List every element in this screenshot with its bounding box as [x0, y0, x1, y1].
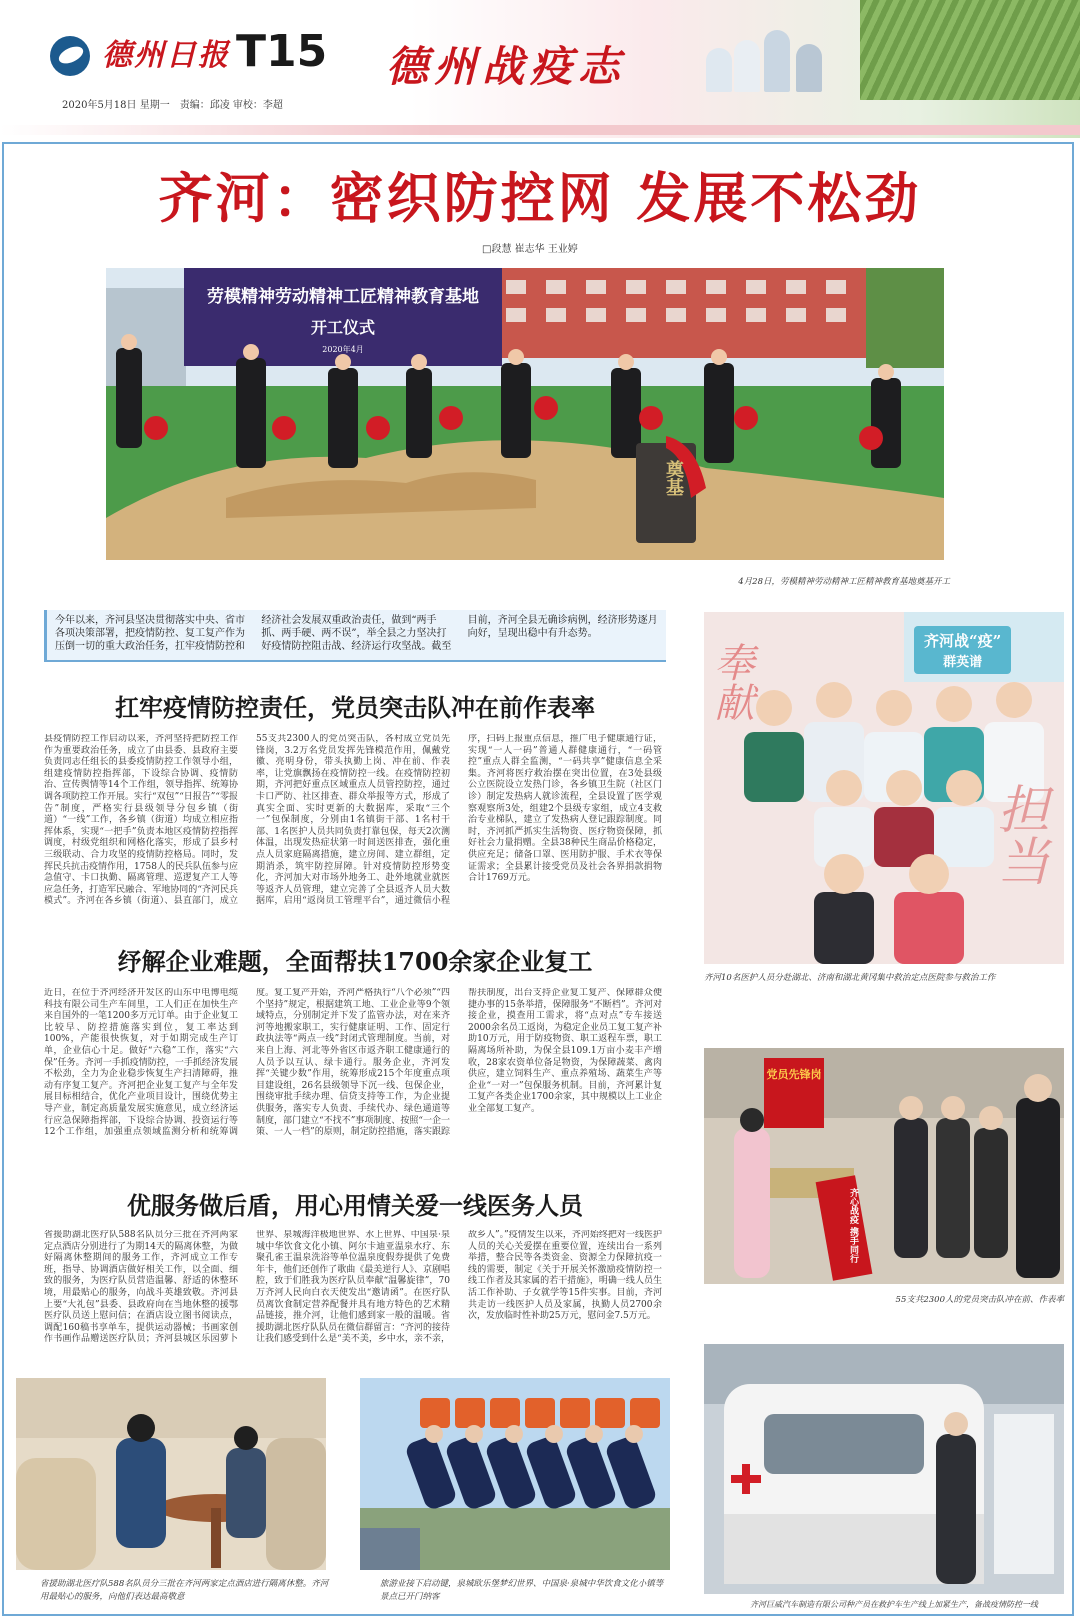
poster-title	[914, 626, 1011, 674]
ceremony-banner	[184, 268, 502, 366]
section1-title: 扛牢疫情防控责任，党员突击队冲在前作表率	[115, 693, 595, 722]
section3-body: 省援助湖北医疗队588名队员分三批在齐河两家定点酒店分别进行了为期14天的隔离休整，为做好隔离休整期间的服务工作，齐河成立工作专班，指导、协调酒店做好相关工作，以全面、细致的服务，为医疗队员营造温馨、舒适的休整环境，用最贴心的服务，向战斗英雄致敬。齐河县上要“大礼包”县委、县政府向在当地休整的援鄂医疗队员送上慰问信；在酒店设立图书阅读点，调配160稿书享单车，提供运动器械；书画家创作书画作品赠送医疗队员；齐河县城区乐园萝卜世界、泉城海洋极地世界、水上世界、中国泉·泉城中华饮食文化小镇、阿尔卡迪亚温泉水疗、东聚孔雀王温泉洗浴等单位温泉度假券提供了免费年卡，他们还创作了歌曲《最美逆行人》、京剧唱腔，致于们胜我为医疗队员奉献“温馨旋律”，70万齐河人民向白衣天使发出“邀请函”。在医疗队员离饮食制定营养配餐并具有地方特色的艺术精品链接，推介河，让他们感到家一般的温暖。省援助湖北医疗队队员在微信群留言：“齐河的接待让我们感受到什么是“美不美，乡中水，亲不亲，故乡人”。”疫情发生以来，齐河始终把对一线医护人员的关心关爱摆在重要位置，连续出台一系列举措，整合民等各类资金、资源全力保障抗疫一线的需要，制定《关于开展关怀激励疫情防控一线工作者及其家属的若干措施》，明确一线人员生活工作补助、子女就学等15件实事。目前，齐河共走访一线医护人员及家属，执勤人员2700余次，发放临时性补助25万元，慰问金7.5万元。	[44, 1230, 662, 1345]
header-rule	[0, 125, 1080, 135]
section2-title: 纾解企业难题，全面帮扶1700余家企业复工	[117, 947, 593, 976]
section2-body: 近日，在位于齐河经济开发区的山东中电博电缆科技有限公司生产车间里，工人们正在加快生产来自国外的一笔1200多万元订单。由于企业复工比较早、防控措施落实到位，复工率达到100%，产能很快恢复，对于如期完成生产订单，企业信心十足。做好“六稳”工作，落实“六保”任务。齐河一手抓疫情防控，一手抓经济发展不松劲，全力为企业稳步恢复生产扫清障碍，推动有序复工复产。齐河把企业复工复产与全年发展目标相结合，优化产业项目设计，围绕优势主导产业，制定高质量发展实施意见，成立经济运行应急保障指挥部，下设综合协调、投资运行等12个工作组，加强重点领域监测分析和统筹调度。复工复产开始，齐河严格执行“八个必须”“四个坚持”规定，根据建筑工地、工业企业等9个领域特点，分别制定并下发了监管办法，对在来齐河等地搬家职工，实行健康证明、工作、固定行政执法等“两点一线”封闭式管理制度。当前，对来自上海、河北等外省区市返齐职工健康通行的人员予以互认、绿卡通行。服务企业，齐河发挥“关键少数”作用，统筹形成215个年度重点项目建设组，26名县级领导下沉一线、包保企业，围绕审批手续办理、信贷支持等工作，为企业提供服务，落实专人负责、手续代办、绿色通道等制度，部门建立“不找不”事项制度、按照“一企一策、一人一档”的原则，制定防控措施，落实跟踪帮扶制度，出台支持企业复工复产、保障群众便捷办事的15条举措，保障服务“不断档”。齐河对接企业，摸查用工需求，将“点对点”专车接送2000余名员工返岗，为稳定企业员工复工复产补助10万元，用于防疫物资、职工返程车票，职工隔离场所补助，为保全县109.1万亩小麦丰产增收，28家农资单位备足物资，为保障蔬菜、禽肉供应，建立饲料生产、重点养殖场、蔬菜生产等企业“一对一”包保服务机制。目前，齐河累计复工复产各类企业1700余家，其中规模以上工业企业全部复工复产。	[44, 988, 662, 1138]
page-number: T15	[236, 26, 328, 77]
main-photo-caption: 4月28日，劳模精神劳动精神工匠精神教育基地奠基开工	[738, 577, 950, 587]
party-sign-text: 党员先锋岗	[766, 1068, 822, 1081]
foundation-stone-text: 奠基	[663, 460, 684, 496]
hotel-medics-photo	[16, 1378, 326, 1570]
hotel-scene	[16, 1378, 326, 1570]
park-photo-caption: 旅游业接下启动键，泉城欧乐堡梦幻世界、中国泉·泉城中华饮食文化小镇等景点已开门纳客	[380, 1579, 664, 1602]
section2-body-wrapper	[44, 988, 662, 1170]
section3-title: 优服务做后盾，用心用情关爱一线医务人员	[127, 1191, 583, 1220]
section1-body: 县疫情防控工作启动以来，齐河坚持把防控工作作为重要政治任务，成立了由县委、县政府主要负责同志任组长的县委疫情防控工作领导小组，组建疫情防控指挥部，下设综合协调、疫情防治、宣传舆情等14个工作组，领导指挥、统筹协调各项防控工作开展。实行“双包”“日报告”“零报告”制度，严格实行县级领导分包乡镇（街道）“一线”工作，各乡镇（街道）均成立相应指挥体系，实现“一把手”负责本地区疫情防控指挥调度，村级党组织和网格化落实，形成了县乡村三级联动、合力攻坚的疫情防控格局。同时，发挥民兵抗击疫情作用，1758人的民兵队伍参与应急值守、卡口执勤、隔离管理、巡逻复产工人等应急任务，打造军民融合、军地协同的“齐河民兵模式”。齐河在各乡镇（街道）、县直部门，成立55支共2300人的党员突击队，各村成立党员先锋岗，3.2万名党员发挥先锋模范作用，佩戴党徽、亮明身份，带头执勤上岗、冲在前、作表率，让党旗飘扬在疫情防控一线。在疫情防控初期，齐河把好重点区域重点人员管控防控，通过卡口严防、社区排查、群众举报等方式，形成了真实全面、实时更新的大数据库，采取“三个一”包保制度，分别由1名镇街干部、1名村干部、1名医护人员共同负责打靠包保，每天2次测体温，出现发热症状第一时间送医排查，强化重点人员家庭隔离措施，建立房间、建立群组，定期消杀，筑牢防控屏障。针对疫情防控形势变化，齐河加大对市场外地务工、赴外地就业就医等返齐人员管理，建立完善了全县返齐人员大数据库，启用“返岗员工管理平台”，通过微信小程序，扫码上报重点信息，推广电子健康通行证，实现“一人一码”普通人群健康通行，“一码管控”重点人群全监测，“一码共享”健康信息全采集。齐河将医疗救治摆在突出位置，在3处县级公立医院设立发热门诊，各乡镇卫生院（社区门诊）制定发热病人就诊流程，全县设置了医学观察观察所3处，组建2个县级专家组，成立4支救治专业梯队，建立了发热病人登记跟踪制度。同时，齐河抓严抓实生活物资、医疗物资保障，抓好社会力量捐赠。全县38种民生商品价格稳定，供应充足；储备口罩、医用防护服、手术衣等保证需求；全县累计接受党员及社会各界捐款捐物合计1769万元。	[44, 734, 662, 907]
date-line: 2020年5月18日 星期一 责编：邱凌 审校：李超	[62, 100, 283, 111]
section1-body-wrapper	[44, 734, 662, 924]
lead-box	[44, 610, 666, 662]
poster-title-line1: 齐河战“疫”	[924, 632, 1002, 650]
header-farm-field-photo	[860, 0, 1080, 100]
party-volunteers-photo	[704, 1048, 1064, 1284]
volunteers-scene	[704, 1048, 1064, 1284]
poster-big-char2: 担当	[988, 782, 1048, 886]
banner-line1: 劳模精神劳动精神工匠精神教育基地	[207, 287, 479, 307]
groundbreaking-photo	[106, 268, 944, 560]
section3-body-wrapper	[44, 1230, 662, 1370]
column-title: 德州战疫志	[386, 42, 627, 91]
banner-text: 齐心战疫 携手同行	[848, 1188, 858, 1264]
masthead	[0, 0, 1080, 138]
ride-scene	[360, 1378, 670, 1570]
ambulance-factory-photo	[704, 1344, 1064, 1594]
hotel-photo-caption: 省援助湖北医疗队588名队员分三批在齐河两家定点酒店进行隔离休整。齐河用最贴心的服务，向他们表达最高敬意	[40, 1579, 329, 1602]
newspaper-name: 德州日报	[102, 38, 230, 73]
ambulance-caption: 齐河巨威汽车制造有限公司种产员在救护车生产线上加紧生产，备战疫情防控一线	[750, 1600, 1038, 1609]
newspaper-logo-icon	[50, 36, 90, 76]
poster-caption: 齐河10名医护人员分赴湖北、济南和湖北黄冈集中救治定点医院参与救治工作	[704, 973, 996, 983]
volunteers-caption: 55支共2300人的党员突击队冲在前、作表率	[895, 1295, 1064, 1305]
heroes-poster	[704, 612, 1064, 964]
ambulance-scene	[704, 1344, 1064, 1594]
header-medical-staff-illustration	[700, 12, 850, 92]
byline: □段慧 崔志华 王业婷	[482, 244, 578, 255]
poster-big-char1: 奉献	[708, 642, 754, 722]
headline: 齐河：密织防控网 发展不松劲	[158, 167, 922, 230]
amusement-park-photo	[360, 1378, 670, 1570]
lead-text: 今年以来，齐河县坚决贯彻落实中央、省市各项决策部署，把疫情防控、复工复产作为压倒一切的重大政治任务，扛牢疫情防控和经济社会发展双重政治责任，做到“两手抓、两手硬、两不误”，举全县之力坚决打好疫情防控阻击战、经济运行攻坚战。截至目前，齐河全县无确诊病例，经济形势逐月向好，呈现出稳中有升态势。	[55, 615, 658, 652]
banner-date: 2020年4月	[322, 345, 364, 354]
poster-title-line2: 群英谱	[943, 655, 983, 670]
banner-line2: 开工仪式	[310, 318, 375, 337]
